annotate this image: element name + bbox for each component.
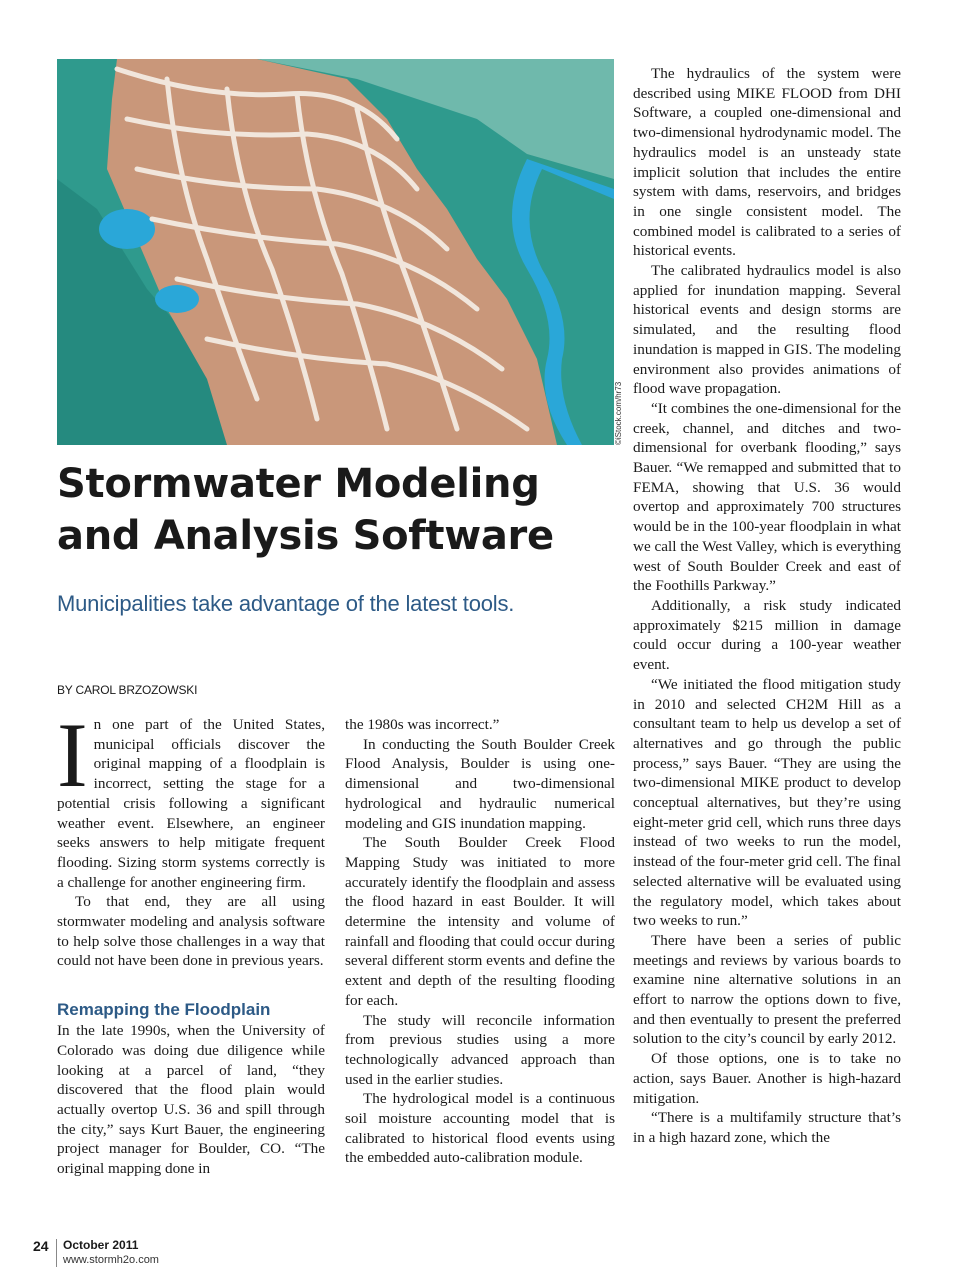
paragraph: The calibrated hydraulics model is also applied for inundation mapping. Several historical events and design storms are simulated, and the resulting flood inundation is mapped in GIS. The modeling environment also provides animations of flood wave propagation. — [633, 262, 901, 398]
paragraph: To that end, they are all using stormwater modeling and analysis software to help solve those challenges in a way that could not have been done in previous years. — [57, 893, 325, 970]
floodplain-map-illustration — [57, 59, 614, 445]
paragraph: The South Boulder Creek Flood Mapping Study was initiated to more accurately identify the floodplain and assess the flood hazard in east Boulder. It will determine the intensity and volume of rainfall and flooding that could occur during several different storm events and define the extent and depth of the resulting flooding for each. — [345, 834, 615, 1009]
column-2 — [345, 715, 615, 1168]
paragraph: “We initiated the flood mitigation study in 2010 and selected CH2M Hill as a consultant team to help us develop a set of alternatives and go through the public process,” says Bauer. “They are using the two-dimensional MIKE product to develop conceptual alternatives, but they’re using eight-meter grid cell, which runs three days instead of two weeks to run the model, instead of the four-meter grid cell. The final selected alternative will be evaluated using the regulatory model, which takes about two weeks to run.” — [633, 675, 901, 930]
column-3 — [633, 64, 901, 1148]
article-subtitle: Municipalities take advantage of the latest tools. — [57, 591, 515, 616]
page-number: 24 — [33, 1238, 49, 1254]
section-heading: Remapping the Floodplain — [57, 1000, 271, 1020]
paragraph: The hydraulics of the system were described using MIKE FLOOD from DHI Software, a coupled one-dimensional and two-dimensional hydrodynamic model. The hydraulics model is an unsteady state implicit solution that includes the entire system with dams, reservoirs, and bridges in one single consistent model. The combined model is calibrated to a series of historical events. — [633, 65, 901, 260]
paragraph: In conducting the South Boulder Creek Flood Analysis, Boulder is using one-dimensional and two-dimensional hydrological and hydraulic numerical modeling and GIS inundation mapping. — [345, 735, 615, 832]
byline: BY CAROL BRZOZOWSKI — [57, 683, 198, 697]
paragraph: Additionally, a risk study indicated approximately $215 million in damage could occur during a 100-year weather event. — [633, 596, 901, 674]
floodplain-map-icon — [57, 59, 614, 445]
article-title: Stormwater Modeling and Analysis Software — [57, 461, 554, 559]
paragraph: The study will reconcile information from previous studies using a more technologically advanced approach than used in the earlier studies. — [345, 1011, 615, 1088]
paragraph: “It combines the one-dimensional for the creek, channel, and ditches and two-dimensional for overbank flooding,” says Bauer. “We remapped and submitted that to FEMA, showing that U.S. 36 would overtop and approximately 700 structures would be in the 100-year floodplain in what we call the West Valley, which is everything west of South Boulder Creek and east of the Foothills Parkway.” — [633, 399, 902, 595]
paragraph-text: n one part of the United States, municipal officials discover the original mapping of a floodplain is incorrect, setting the stage for a potential crisis following a significant weather event. Elsewhere, an engineer seeks answers to help mitigate frequent flooding. Sizing storm systems correctly is a challenge for another engineering firm. — [57, 716, 325, 891]
paragraph: Of those options, one is to take no action, says Bauer. Another is high-hazard mitigation. — [633, 1050, 901, 1107]
paragraph — [57, 704, 325, 892]
paragraph: The hydrological model is a continuous soil moisture accounting model that is calibrated to historical flood events using the embedded auto-calibration module. — [345, 1090, 615, 1167]
site-url: www.stormh2o.com — [63, 1254, 159, 1266]
column-1 — [57, 704, 325, 1179]
photo-credit: ©iStock.com/hr73 — [614, 381, 623, 445]
paragraph: “There is a multifamily structure that’s in a high hazard zone, which the — [633, 1109, 901, 1146]
paragraph: the 1980s was incorrect.” — [345, 716, 500, 733]
drop-cap: I — [57, 704, 88, 806]
issue-date: October 2011 — [63, 1238, 139, 1252]
footer-divider — [56, 1239, 57, 1267]
paragraph: There have been a series of public meetings and reviews by various boards to examine nine alternative solutions in an effort to narrow the options down to five, and then eventually to present the preferred solution to the city’s council by early 2012. — [633, 931, 901, 1048]
paragraph: In the late 1990s, when the University of Colorado was doing due diligence while looking at a parcel of land, “they discovered that the flood plain would actually overtop U.S. 36 and spill through the city,” says Kurt Bauer, the engineering project manager for Boulder, CO. “The original mapping done in — [57, 1022, 325, 1178]
